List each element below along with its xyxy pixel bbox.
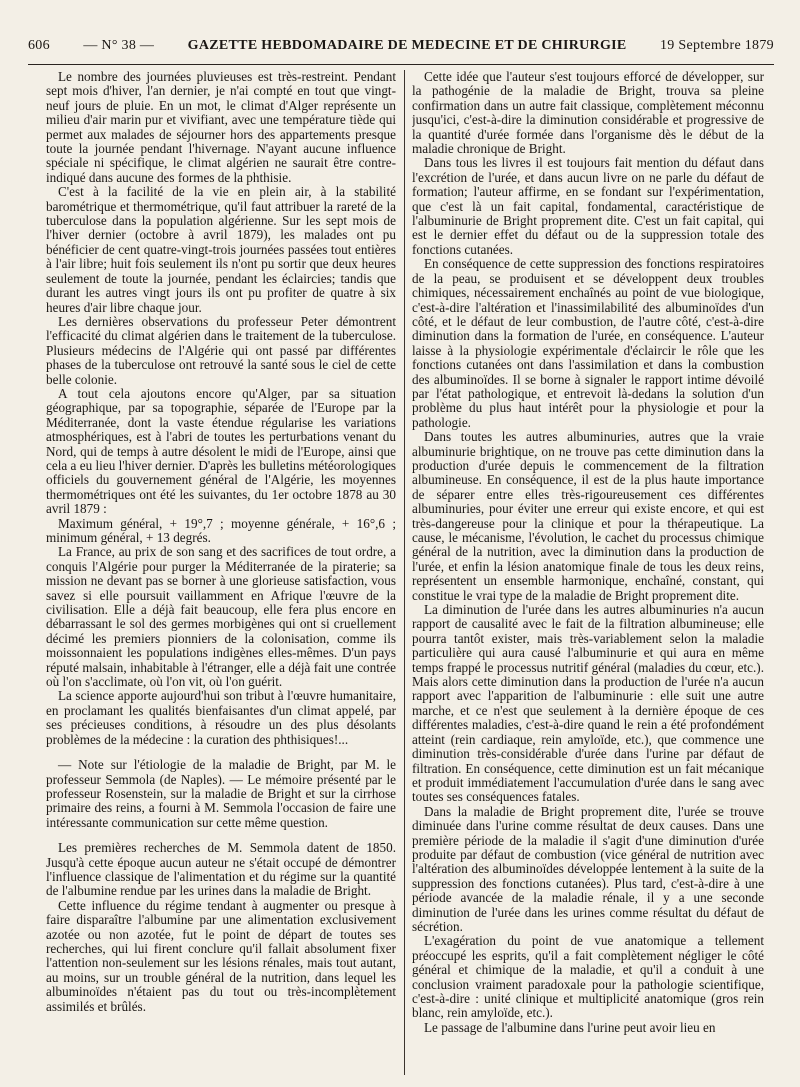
right-column — [412, 70, 764, 1078]
paragraph: L'exagération du point de vue anatomique a tellement préoccupé les esprits, qu'il a fait complètement négliger le côté général et chimique de la maladie, et qu'il a conduit à une conclusion vraiment paradoxale pour la pathologie scientifique, c'est-à-dire : unité clinique et multiplicité anatomique (gros rein blanc, rein amyloïde, etc.). — [412, 933, 764, 1021]
issue-date: 19 Septembre 1879 — [659, 38, 774, 53]
paragraph: A tout cela ajoutons encore qu'Alger, par sa situation géographique, par sa topographie, séparée de l'Europe par la Méditerranée, dont la vaste étendue régularise les variations atmosphériques, est à l'abri de toutes les perturbations venant du Nord, qui de temps à autre désolent le midi de l'Europe, ainsi que cela a eu lieu l'hiver dernier. D'après les bulletins météorologiques officiels du gouvernement général de l'Algérie, les moyennes thermométriques ont été les suivantes, du 1er octobre 1878 au 30 avril 1879 : — [46, 385, 396, 517]
paragraph: Les premières recherches de M. Semmola datent de 1850. Jusqu'à cette époque aucun auteur ne s'était occupé de démontrer l'influence classique de l'alimentation et du régime sur la quantité de l'albumine rendue par les urines dans la maladie de Bright. — [46, 840, 396, 899]
paragraph: Les dernières observations du professeur Peter démontrent l'efficacité du climat algérien dans le traitement de la tuberculose. Plusieurs médecins de l'Algérie qui ont passé par différentes phases de la tuberculose ont retrouvé la santé sous le ciel de cette belle colonie. — [46, 313, 396, 387]
paragraph: Cette idée que l'auteur s'est toujours efforcé de développer, sur la pathogénie de la maladie de Bright, trouva sa pleine confirmation dans un autre fait classique, complètement méconnu jusqu'ici, c'est-à-dire la diminution considérable et progressive de la quantité d'urée formée dans l'organisme dès le début de la maladie chronique de Bright. — [412, 70, 764, 157]
column-divider — [404, 70, 405, 1075]
paragraph: La science apporte aujourd'hui son tribut à l'œuvre humanitaire, en proclamant les qualités bienfaisantes d'un climat appelé, par ses précieuses conditions, à résoudre un des plus désolants problèmes de la médecine : la curation des phthisiques!... — [46, 688, 396, 747]
paragraph: La France, au prix de son sang et des sacrifices de tout ordre, a conquis l'Algérie pour purger la Méditerranée de la piraterie; sa mission ne devant pas se borner à une glorieuse satisfaction, vous savez si elle poursuit vaillamment en Afrique l'œuvre de la civilisation. Elle a déjà fait beaucoup, elle fera plus encore en débarrassant le sol des germes morbigènes qui ont si cruellement décimé les premiers pionniers de la colonisation, comme ils moissonnaient les populations indigènes elles-mêmes. D'un pays réputé malsain, inhabitable à l'étranger, elle a déjà fait une contrée où l'on s'acclimate, où l'on vit, où l'on guérit. — [46, 544, 396, 690]
paragraph: Dans toutes les autres albuminuries, autres que la vraie albuminurie brightique, on ne trouve pas cette diminution dans la production d'urée depuis le commencement de la filtration albumineuse. En conséquence, il est de la plus haute importance de séparer entre elles très-rigoureusement ces différentes albuminuries, pour éviter une erreur qui existe encore, et qui est très-dangereuse pour la clinique et pour la thérapeutique. La cause, le mécanisme, l'évolution, le cachet du processus chimique général de la nutrition, avec la diminution dans la production de l'urée, et enfin la lésion anatomique finale de tous les deux reins, représentent un ensemble harmonique, enchaîné, constant, qui constitue le vrai type de la maladie de Bright proprement dite. — [412, 429, 764, 603]
page-number: 606 — [28, 38, 50, 53]
left-column — [46, 70, 396, 1078]
note-heading-paragraph: — Note sur l'étiologie de la maladie de Bright, par M. le professeur Semmola (de Naples). — Le mémoire présenté par le professeur Rosenstein, sur la maladie de Bright et sur la cirrhose primaire des reins, a fourni à M. Semmola l'occasion de faire une intéressante communication sur cette même question. — [46, 757, 396, 830]
temperature-data: Maximum général, + 19°,7 ; moyenne générale, + 16°,6 ; minimum général, + 13 degrés. — [46, 515, 396, 545]
paragraph: Cette influence du régime tendant à augmenter ou presque à faire disparaître l'albumine par une alimentation exclusivement azotée ou non azotée, fut le point de départ de toutes ses recherches, qui lui firent conclure qu'il fallait absolument fixer l'attention non-seulement sur les lésions rénales, mais tout autant, au moins, sur un trouble général de la nutrition, dans lequel les albuminoïdes n'étaient pas du tout ou très-incomplètement assimilés et brûlés. — [46, 897, 396, 1014]
paragraph: C'est à la facilité de la vie en plein air, à la stabilité barométrique et thermométrique, qu'il faut attribuer la rareté de la tuberculose dans la population algérienne. Sur les sept mois de l'hiver dernier (octobre à avril 1879), les malades ont pu bénéficier de cent quatre-vingt-trois journées passées tout entières à l'air libre; huit fois seulement ils n'ont pu sortir que deux heures seulement de toute la journée, pendant les éclaircies; tandis que durant les autres vingt jours ils ont pu profiter de quatre à six heures d'air libre chaque jour. — [46, 184, 396, 315]
page-header — [28, 38, 774, 62]
issue-number: — N° 38 — — [83, 38, 155, 53]
paragraph: Le passage de l'albumine dans l'urine peut avoir lieu en — [424, 1019, 716, 1035]
paragraph: Dans la maladie de Bright proprement dite, l'urée se trouve diminuée dans l'urine comme résultat de deux causes. Dans une première période de la maladie il s'agit d'une diminution d'urée produite par défaut de combustion (vice général de nutrition avec l'altération des albuminoïdes développée lentement à la suite de la suppression des fonctions cutanées). Plus tard, c'est-à-dire à une période avancée de la maladie rénale, il y a une seconde diminution de l'urée dans les urines comme résultat du défaut de sécrétion. — [412, 803, 764, 934]
header-rule — [28, 64, 774, 65]
paragraph: Dans tous les livres il est toujours fait mention du défaut dans l'excrétion de l'urée, et dans aucun livre on ne parle du défaut de formation; l'auteur affirme, en se fondant sur l'expérimentation, que c'est là un fait capital, fondamental, caractéristique de l'albuminurie de Bright proprement dite. C'est un fait capital, qui est le dernier effet du défaut ou de la suppression totale des fonctions cutanées. — [412, 155, 764, 257]
journal-title: GAZETTE HEBDOMADAIRE DE MEDECINE ET DE CHIRURGIE — [187, 38, 627, 53]
paragraph: La diminution de l'urée dans les autres albuminuries n'a aucun rapport de causalité avec le fait de la filtration albumineuse; elle pourra tantôt exister, mais très-variablement selon la maladie particulière qui aura causé l'albuminurie et qui aura en même temps frappé le processus nutritif général (maladies du cœur, etc.). Mais alors cette diminution dans la production de l'urée n'a aucun rapport avec l'apparition de l'albuminurie : elle suit une autre marche, et ce n'est que seulement à la dernière époque de ces différentes maladies, c'est-à-dire quand le rein a été profondément atteint (rein cardiaque, rein amyloïde, etc.), que commence une diminution très-considérable d'urée dans l'urine par défaut de filtration. En conséquence, cette diminution est un fait mécanique et produit immédiatement l'accumulation d'urée dans le sang avec toutes ses conséquences fatales. — [412, 602, 764, 805]
paragraph: En conséquence de cette suppression des fonctions respiratoires de la peau, se produisent et se développent deux troubles chimiques, nécessairement enchaînés au point de vue biologique, c'est-à-dire l'altération et l'inassimilabilité des albuminoïdes d'un côté, et le défaut de leur combustion, de l'autre côté, c'est-à-dire diminution dans la formation de l'urée, en conséquence. L'auteur laisse à la physiologie expérimentale d'éclaircir le rôle que les fonctions cutanées ont dans l'assimilation et dans la combustion des albuminoïdes. Il se borne à signaler le rapport intime dévoilé par l'état pathologique, et entrevoit là-dedans la solution d'un problème du plus haut intérêt pour la physiologie et pour la pathologie. — [412, 256, 764, 430]
paragraph: Le nombre des journées pluvieuses est très-restreint. Pendant sept mois d'hiver, l'an dernier, je n'ai compté en tout que vingt-neuf jours de pluie. En un mot, le climat d'Alger représente un milieu d'air marin pur et vivifiant, avec une température tiède qui permet aux malades de séjourner hors des appartements presque toute la journée pendant l'hivernage. N'ayant aucune influence spéciale ni spécifique, le climat algérien ne saurait être contre-indiqué dans aucune des formes de la phthisie. — [46, 70, 396, 185]
